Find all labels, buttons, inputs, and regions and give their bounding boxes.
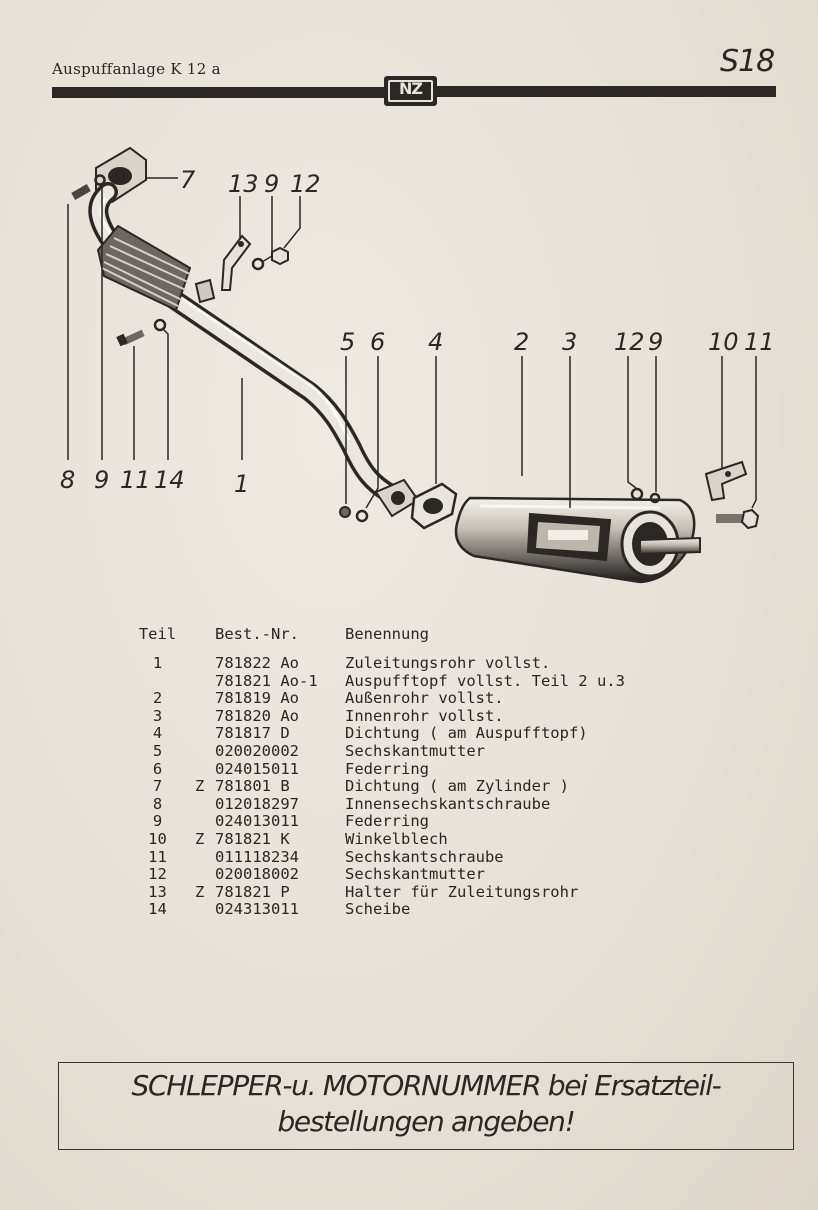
row-mark: Z [195,829,205,848]
callout-12: 12 [290,170,321,198]
callout-7: 7 [180,166,196,194]
row-teil: 12 [148,865,167,884]
row-best-nr: 781821 Ao-1 [215,671,318,690]
callout-6: 6 [370,328,386,356]
row-teil [120,673,195,691]
callout-9-right: 9 [648,328,664,356]
callout-1: 1 [234,470,250,498]
table-row [120,831,625,849]
col-header-mark [195,623,215,655]
row-benennung: Federring [345,759,429,778]
row-benennung: Innenrohr vollst. [345,706,504,725]
callout-10: 10 [708,328,739,356]
pipe-bracket [196,280,214,302]
notice-line-1: SCHLEPPER-u. MOTORNUMMER bei Ersatzteil- [131,1069,721,1102]
row-mark [195,796,215,814]
spring-washer-right [651,494,659,502]
spring-washer-flange [357,511,367,521]
row-best-nr: 020018002 [215,865,299,884]
table-row [120,655,625,673]
row-mark [195,655,215,673]
parts-table-body [120,655,625,919]
table-row [120,901,625,919]
table-row [120,690,625,708]
row-best-nr: 781822 Ao [215,654,299,672]
row-benennung: Dichtung ( am Zylinder ) [345,777,569,796]
header-rule-right [437,86,776,97]
muffler-gasket [412,484,456,528]
exhaust-parts-diagram [0,130,818,600]
spring-washer-upper [253,259,263,269]
callout-12-right: 12 [614,328,645,356]
nz-logo [384,76,437,106]
callout-2: 2 [514,328,530,356]
row-benennung: Sechskantschraube [345,847,504,866]
angle-plate [706,462,746,500]
row-teil: 13 [148,882,167,901]
table-row [120,761,625,779]
row-mark: Z [195,882,205,901]
row-best-nr: 781820 Ao [215,706,299,725]
row-teil: 3 [152,706,163,725]
col-header-best-nr: Best.-Nr. [215,625,299,643]
table-row [120,884,625,902]
page-title: Auspuffanlage K 12 a [52,60,221,78]
table-row [120,866,625,884]
table-row [120,725,625,743]
row-mark [195,690,215,708]
row-benennung: Scheibe [345,900,411,919]
row-mark [195,901,215,919]
row-best-nr: 781817 D [215,724,290,743]
col-header-teil: Teil [138,625,177,643]
header-rule-left [52,87,384,98]
row-mark [195,761,215,779]
row-teil: 4 [152,724,163,743]
hex-nut-right [632,489,642,499]
row-mark [195,673,215,691]
callout-8: 8 [60,466,76,494]
page-code: S18 [720,44,775,79]
callout-11-left: 11 [120,466,151,494]
row-mark [195,813,215,831]
table-row [120,673,625,691]
row-teil: 2 [152,689,163,708]
parts-table [120,623,625,919]
row-teil: 10 [148,829,167,848]
hex-bolt-left [116,330,144,347]
row-best-nr: 781801 B [215,777,290,796]
callout-9: 9 [264,170,280,198]
row-mark [195,708,215,726]
row-best-nr: 011118234 [215,847,299,866]
row-teil: 11 [148,847,167,866]
row-benennung: Außenrohr vollst. [345,689,504,708]
hex-nut-upper [272,248,288,264]
holder-bracket [222,236,250,290]
table-row [120,778,625,796]
row-benennung: Sechskantmutter [345,741,485,760]
callout-5: 5 [340,328,356,356]
row-mark: Z [195,777,205,796]
row-teil: 5 [152,741,163,760]
row-benennung: Federring [345,812,429,831]
table-row [120,813,625,831]
row-benennung: Innensechskantschraube [345,794,551,813]
row-benennung: Auspufftopf vollst. Teil 2 u.3 [345,671,625,690]
row-teil: 6 [152,759,163,778]
row-best-nr: 024013011 [215,812,299,831]
row-mark [195,849,215,867]
allen-screw [71,184,91,200]
hex-nut-flange [340,507,350,517]
col-header-benennung: Benennung [345,625,429,643]
row-teil: 7 [152,777,163,796]
callout-3: 3 [562,328,578,356]
table-row [120,743,625,761]
row-benennung: Dichtung ( am Auspufftopf) [345,724,588,743]
nz-logo-text: NZ [399,79,422,98]
order-notice-box [58,1062,794,1150]
table-row [120,849,625,867]
row-best-nr: 781821 P [215,882,290,901]
callout-13: 13 [228,170,259,198]
table-header-row [120,623,625,655]
heat-shield [98,226,190,310]
row-teil: 9 [152,812,163,831]
callout-14: 14 [154,466,185,494]
table-row [120,796,625,814]
notice-line-2: bestellungen angeben! [277,1105,575,1138]
callout-11-right: 11 [744,328,775,356]
row-best-nr: 781819 Ao [215,689,299,708]
row-best-nr: 020020002 [215,741,299,760]
row-mark [195,866,215,884]
row-teil: 14 [148,900,167,919]
row-best-nr: 024313011 [215,900,299,919]
row-best-nr: 012018297 [215,794,299,813]
row-benennung: Zuleitungsrohr vollst. [345,654,551,672]
row-teil: 8 [152,794,163,813]
row-benennung: Halter für Zuleitungsrohr [345,882,579,901]
row-benennung: Winkelblech [345,829,448,848]
row-mark [195,743,215,761]
callout-9-left: 9 [94,466,110,494]
hex-bolt-right [716,510,758,528]
table-row [120,708,625,726]
row-mark [195,725,215,743]
callout-4: 4 [428,328,444,356]
row-teil: 1 [152,654,163,672]
row-best-nr: 781821 K [215,829,290,848]
row-benennung: Sechskantmutter [345,865,485,884]
row-best-nr: 024015011 [215,759,299,778]
